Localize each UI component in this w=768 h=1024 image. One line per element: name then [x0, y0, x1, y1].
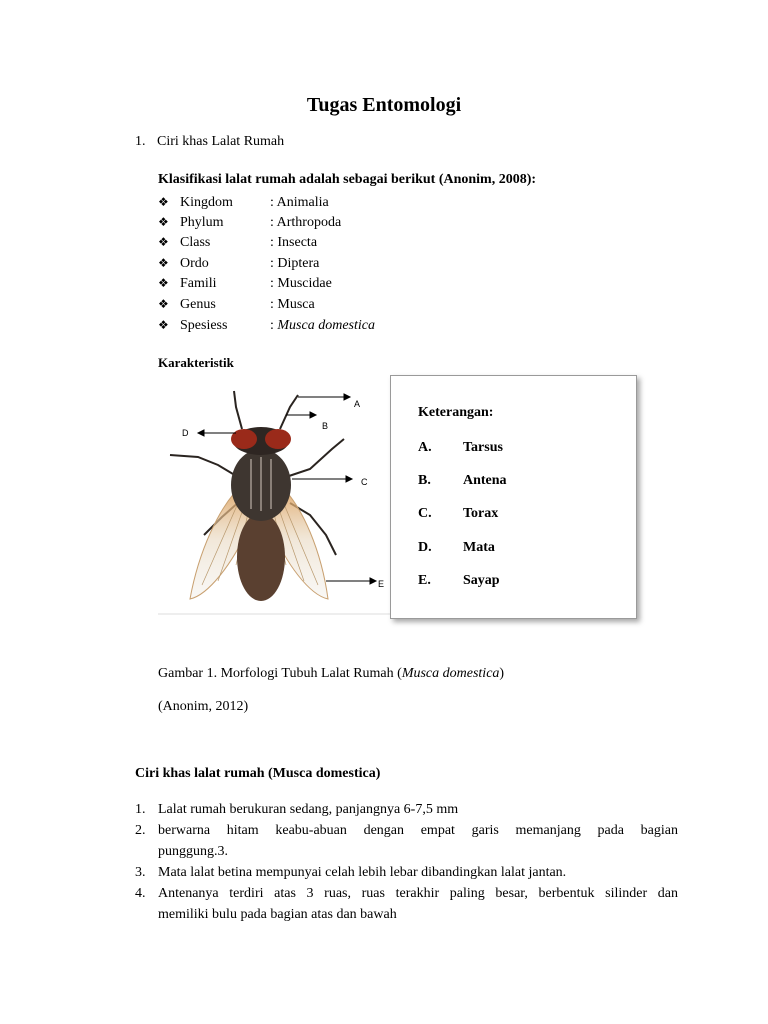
classification-row-ordo	[158, 253, 319, 273]
figure-label-e: E	[378, 579, 385, 589]
fly-abdomen	[237, 513, 285, 601]
legend-letter: D.	[418, 540, 432, 555]
classification-row-phylum	[158, 212, 341, 232]
legend-name-mata: Mata	[463, 540, 495, 555]
classification-value: : Diptera	[270, 256, 320, 271]
list-item	[135, 820, 678, 862]
classification-key: Phylum	[180, 215, 224, 230]
section1-number: 1.	[135, 134, 146, 149]
classification-row-class	[158, 232, 317, 252]
list-line: Antenanya terdiri atas 3 ruas, ruas terakhir paling besar, berbentuk silinder dan	[158, 886, 678, 901]
page-title: Tugas Entomologi	[306, 94, 462, 116]
list-line: Mata lalat betina mempunyai celah lebih lebar dibandingkan lalat jantan.	[158, 865, 567, 880]
diamond-bullet-icon: ❖	[158, 276, 169, 290]
figure-label-d: D	[182, 428, 189, 438]
classification-value: : Animalia	[270, 195, 329, 210]
caption-prefix: Gambar 1. Morfologi Tubuh Lalat Rumah (	[158, 666, 402, 681]
classification-value: : Arthropoda	[270, 215, 342, 230]
classification-key: Class	[180, 235, 211, 250]
legend-box	[390, 375, 637, 619]
classification-value: : Insecta	[270, 235, 318, 250]
karakteristik-heading: Karakteristik	[158, 355, 234, 370]
section1-heading-text: Ciri khas Lalat Rumah	[157, 134, 285, 149]
figure-label-b: B	[322, 421, 329, 431]
diamond-bullet-icon: ❖	[158, 195, 169, 209]
legend-title: Keterangan:	[418, 405, 494, 420]
legend-letter: E.	[418, 573, 431, 588]
list-line: Lalat rumah berukuran sedang, panjangnya 6-7,5 mm	[158, 802, 459, 817]
legend-name-tarsus: Tarsus	[463, 440, 503, 455]
figure-label-a: A	[354, 399, 361, 409]
section1-heading	[135, 134, 284, 150]
list-number: 3.	[135, 865, 146, 880]
figure-caption	[158, 666, 504, 682]
fly-left-eye	[231, 429, 257, 449]
caption-italic: Musca domestica	[401, 666, 500, 681]
classification-value: : Musca	[270, 297, 315, 312]
classification-row-famili	[158, 273, 332, 293]
classification-key: Spesiess	[180, 318, 228, 333]
list-line: memiliki bulu pada bagian atas dan bawah	[158, 907, 397, 922]
diamond-bullet-icon: ❖	[158, 235, 169, 249]
list-item	[135, 799, 678, 820]
classification-value: : Muscidae	[270, 276, 332, 291]
classification-row-kingdom	[158, 192, 329, 212]
legend-letter: A.	[418, 440, 432, 455]
classification-value-prefix: :	[270, 318, 278, 333]
legend-name-antena: Antena	[463, 473, 507, 488]
caption-source: (Anonim, 2012)	[158, 699, 249, 714]
diamond-bullet-icon: ❖	[158, 215, 169, 229]
list-item	[135, 862, 678, 883]
classification-key: Genus	[180, 297, 216, 312]
list-number: 1.	[135, 802, 146, 817]
caption-suffix: )	[499, 666, 505, 681]
classification-row-genus	[158, 294, 315, 314]
classification-key: Famili	[180, 276, 217, 291]
classification-key: Kingdom	[180, 195, 233, 210]
classification-row-spesiess	[158, 315, 375, 335]
classification-value-italic: Musca domestica	[277, 318, 375, 333]
list-line: punggung.3.	[158, 844, 228, 859]
diamond-bullet-icon: ❖	[158, 256, 169, 270]
list-line: berwarna hitam keabu-abuan dengan empat garis memanjang pada bagian	[158, 823, 678, 838]
legend-name-torax: Torax	[463, 506, 499, 521]
housefly-morphology-figure	[158, 385, 390, 617]
legend-letter: B.	[418, 473, 431, 488]
fly-right-eye	[265, 429, 291, 449]
classification-key: Ordo	[180, 256, 209, 271]
section2-heading: Ciri khas lalat rumah (Musca domestica)	[135, 766, 381, 781]
list-number: 2.	[135, 823, 146, 838]
list-item	[135, 883, 678, 925]
list-number: 4.	[135, 886, 146, 901]
diamond-bullet-icon: ❖	[158, 297, 169, 311]
classification-intro: Klasifikasi lalat rumah adalah sebagai berikut (Anonim, 2008):	[158, 172, 537, 187]
diamond-bullet-icon: ❖	[158, 318, 169, 332]
legend-letter: C.	[418, 506, 432, 521]
legend-name-sayap: Sayap	[463, 573, 500, 588]
figure-label-c: C	[361, 477, 368, 487]
